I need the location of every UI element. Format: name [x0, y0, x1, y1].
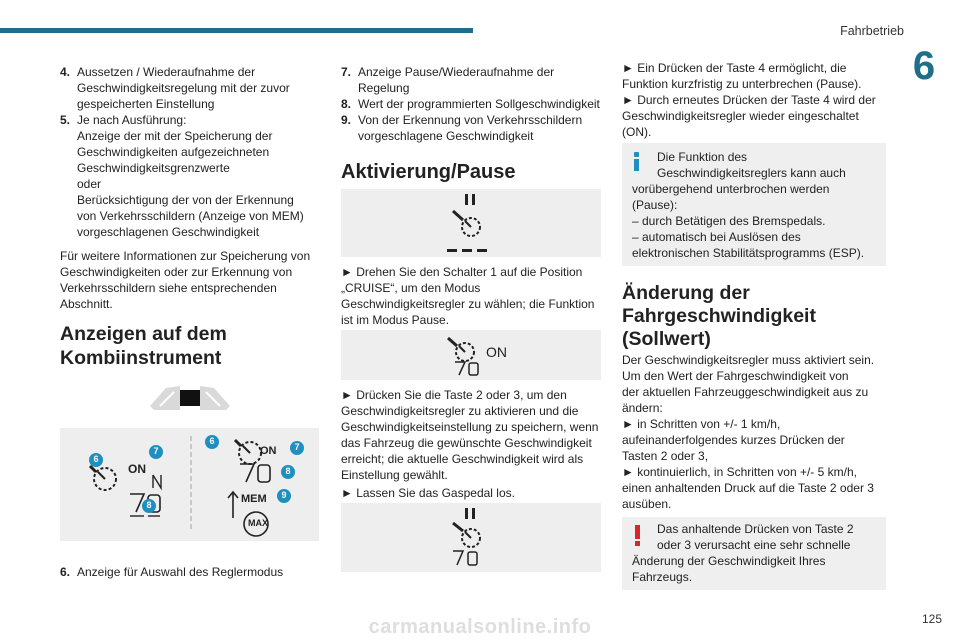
on-display-illustration — [341, 330, 601, 380]
badge-6: 6 — [93, 454, 99, 464]
note-text: Geschwindigkeitsreglers kann auch — [657, 166, 846, 180]
left-column — [60, 64, 315, 312]
body-line: ► kontinuierlich, in Schritten von +/- 5 km/h, — [622, 465, 857, 479]
note-text: oder 3 verursacht eine sehr schnelle — [657, 538, 851, 552]
item-number: 4. — [60, 65, 71, 79]
note-text: – durch Betätigen des Bremspedals. — [632, 214, 826, 228]
info-paragraph: Für weitere Informationen zur Speicherung von Geschwindigkeiten oder zur Erkennung von Verkehrsschildern siehe entsprechenden Abschnitt. — [60, 249, 311, 311]
body-line: Um den Wert der Fahrgeschwindigkeit von — [622, 369, 849, 383]
item-text: Wert der programmierten Sollgeschwindigkeit — [358, 97, 600, 111]
badge-6: 6 — [209, 436, 215, 446]
list-item — [341, 112, 603, 144]
item-number: 7. — [341, 65, 352, 79]
para-resume: ► Durch erneutes Drücken der Taste 4 wird der Geschwindigkeitsregler wieder eingeschaltet (ON). — [622, 93, 876, 139]
body-line: ausüben. — [622, 497, 672, 511]
list-item — [341, 64, 603, 96]
item-text: oder — [77, 177, 102, 191]
note-text: Änderung der Geschwindigkeit Ihres — [632, 554, 826, 568]
middle-column — [341, 64, 603, 144]
body-line: aufeinanderfolgendes kurzes Drücken der — [622, 433, 845, 447]
step-2: ► Drücken Sie die Taste 2 oder 3, um den Geschwindigkeitsregler zu aktivieren und die Geschwindigkeitseinstellung zu speichern, wenn das Fahrzeug die gewünschte Geschwindigkeit erreicht; die aktuelle Geschwindigkeit wird als Einstellung gewählt. — [341, 388, 599, 482]
list-item — [60, 112, 315, 240]
pause-display-illustration — [341, 189, 601, 257]
note-text: Fahrzeugs. — [632, 570, 693, 584]
dashboard-figure — [60, 428, 319, 541]
list-item — [341, 96, 603, 112]
right-column-top — [622, 60, 887, 140]
info-note — [622, 143, 886, 266]
note-text: vorübergehend unterbrochen werden — [632, 182, 830, 196]
pause-70-display-illustration — [341, 503, 601, 572]
badge-9: 9 — [281, 490, 287, 500]
heading-anzeigen: Anzeigen auf dem Kombiinstrument — [60, 323, 227, 369]
page-number: 125 — [921, 612, 942, 626]
badge-8: 8 — [146, 500, 152, 510]
item-number: 8. — [341, 97, 352, 111]
info-icon — [634, 152, 639, 171]
list-item — [60, 64, 315, 112]
section-title: Fahrbetrieb — [840, 24, 904, 38]
item-number: 9. — [341, 113, 352, 127]
on-indicator: ON — [486, 344, 507, 360]
right-column-body — [622, 352, 887, 512]
item-number: 6. — [60, 565, 71, 579]
badge-7: 7 — [153, 446, 159, 456]
max-label: MAX — [248, 518, 268, 528]
warning-icon — [635, 525, 640, 546]
body-line: Tasten 2 oder 3, — [622, 449, 709, 463]
item-text: Berücksichtigung der von der Erkennung von Verkehrsschildern (Anzeige von MEM) vorgeschlagenen Geschwindigkeit — [77, 193, 304, 239]
note-text: – automatisch bei Auslösen des — [632, 230, 801, 244]
mem-label: MEM — [241, 493, 267, 505]
header-accent-bar — [0, 28, 473, 33]
badge-8: 8 — [285, 466, 291, 476]
note-text: elektronischen Stabilitätsprogramms (ESP). — [632, 246, 865, 260]
body-line: ► in Schritten von +/- 1 km/h, — [622, 417, 781, 431]
item-number: 5. — [60, 113, 71, 127]
item-text: Anzeige Pause/Wiederaufnahme der Regelung — [358, 65, 555, 95]
list-item — [60, 564, 332, 580]
figure-on-mode — [341, 330, 601, 380]
figure-pause-mode — [341, 189, 601, 257]
body-line: ändern: — [622, 401, 663, 415]
on-indicator: ON — [260, 445, 277, 457]
body-line: einen anhaltenden Druck auf die Taste 2 oder 3 — [622, 481, 874, 495]
chapter-number: 6 — [912, 44, 936, 88]
note-text: Die Funktion des — [657, 150, 748, 164]
on-indicator: ON — [128, 462, 146, 476]
steering-control-icon — [140, 380, 240, 416]
item-text: Von der Erkennung von Verkehrsschildern vorgeschlagene Geschwindigkeit — [358, 113, 583, 143]
item-text: Anzeige der mit der Speicherung der Geschwindigkeiten aufgezeichneten Geschwindigkeitsgrenzwerte — [77, 129, 273, 175]
item-text: Anzeige für Auswahl des Reglermodus — [77, 565, 284, 579]
para-pause: ► Ein Drücken der Taste 4 ermöglicht, die Funktion kurzfristig zu unterbrechen (Pause). — [622, 61, 862, 91]
warning-note — [622, 517, 886, 590]
badge-7: 7 — [294, 442, 300, 452]
note-text: Das anhaltende Drücken von Taste 2 — [657, 522, 854, 536]
watermark: carmanualsonline.info — [368, 616, 592, 638]
body-line: Der Geschwindigkeitsregler muss aktiviert sein. — [622, 353, 875, 367]
heading-aenderung: Änderung der Fahrgeschwindigkeit (Sollwert) — [622, 282, 816, 350]
note-text: (Pause): — [632, 198, 678, 212]
step-1: ► Drehen Sie den Schalter 1 auf die Position „CRUISE“, um den Modus Geschwindigkeitsregler zu wählen; die Funktion ist im Modus Pause. — [341, 265, 595, 327]
item-text: Je nach Ausführung: — [77, 113, 187, 127]
heading-aktivierung: Aktivierung/Pause — [341, 161, 516, 183]
cluster-display-illustration — [60, 428, 319, 541]
body-line: der aktuellen Fahrzeuggeschwindigkeit aus zu — [622, 385, 869, 399]
figure-pause-70 — [341, 503, 601, 572]
item-text: Aussetzen / Wiederaufnahme der Geschwindigkeitsregelung mit der zuvor gespeicherten Einstellung — [77, 65, 290, 111]
step-3: ► Lassen Sie das Gaspedal los. — [341, 486, 515, 500]
